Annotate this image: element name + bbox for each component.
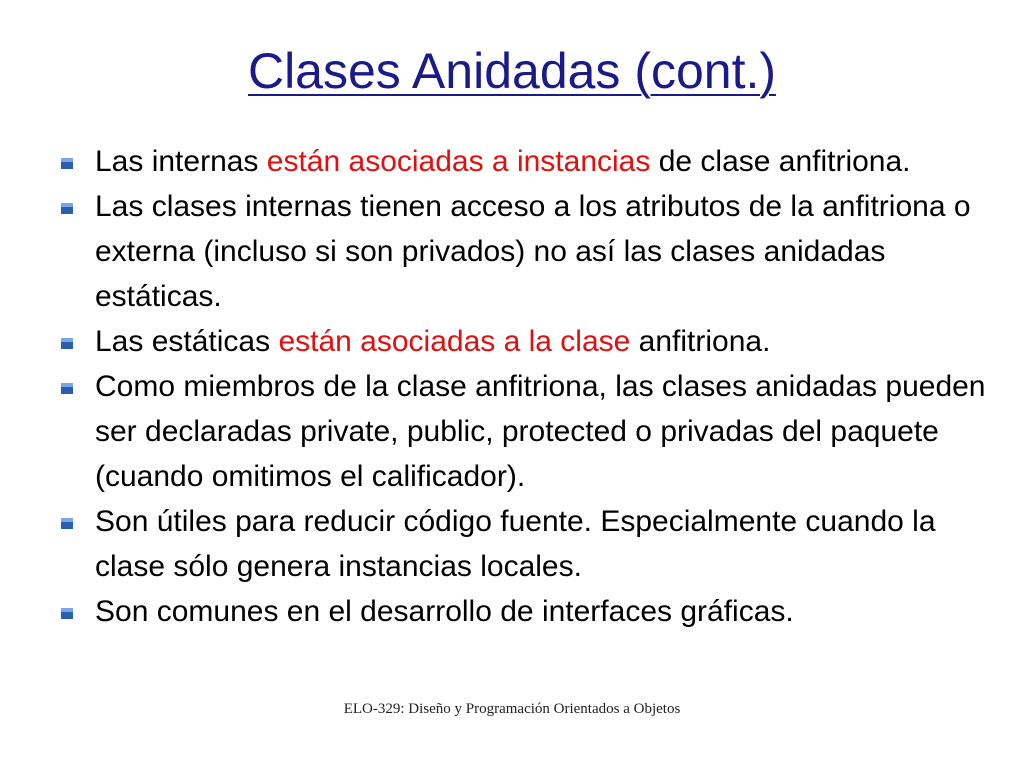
bullet-text: Son comunes en el desarrollo de interfaces gráficas. (95, 595, 794, 628)
bullet-item (95, 139, 995, 184)
bullet-text: Como miembros de la clase anfitriona, las clases anidadas pueden ser declaradas private, public, protected o privadas del paquete (cuando omitimos el calificador). (95, 370, 986, 493)
bullet-text: anfitriona. (630, 325, 771, 358)
bullet-text: Las clases internas tienen acceso a los atributos de la anfitriona o externa (incluso si son privados) no así las clases anidadas estáticas. (95, 190, 971, 313)
bullet-square-icon (61, 158, 73, 169)
bullet-highlight-text: están asociadas a instancias (266, 145, 651, 178)
bullet-square-icon (61, 338, 73, 349)
bullet-text: Son útiles para reducir código fuente. Especialmente cuando la clase sólo genera instancias locales. (95, 505, 936, 583)
bullet-square-icon (61, 383, 73, 394)
bullet-item (95, 184, 995, 319)
slide-footer: ELO-329: Diseño y Programación Orientados a Objetos (343, 701, 681, 717)
bullet-text: Las estáticas (95, 325, 279, 358)
bullet-item (95, 589, 995, 634)
bullet-list (95, 139, 995, 634)
bullet-text: de clase anfitriona. (650, 145, 911, 178)
bullet-square-icon (61, 518, 73, 529)
slide-title: Clases Anidadas (cont.) (247, 43, 777, 99)
bullet-item (95, 319, 995, 364)
bullet-square-icon (61, 203, 73, 214)
bullet-square-icon (61, 608, 73, 619)
bullet-text: Las internas (95, 145, 267, 178)
bullet-item (95, 364, 995, 499)
bullet-item (95, 499, 995, 589)
bullet-highlight-text: están asociadas a la clase (278, 325, 631, 358)
